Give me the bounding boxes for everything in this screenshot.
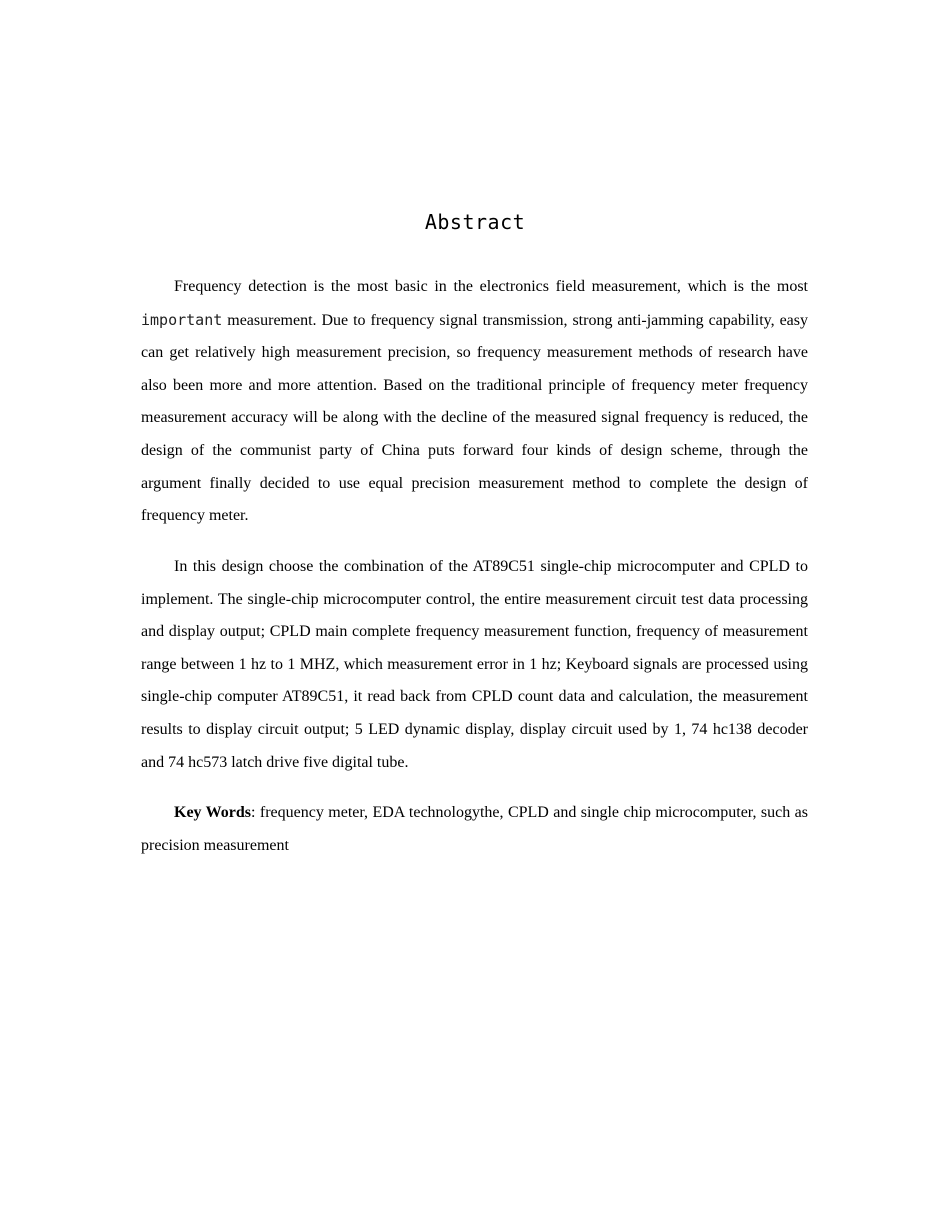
abstract-paragraph-1	[141, 271, 808, 533]
paragraph-1-text-end: measurement. Due to frequency signal transmission, strong anti-jamming capability, easy can get relatively high measurement precision, so frequency measurement methods of research have also been more and more attention. Based on the traditional principle of frequency meter frequency measurement accuracy will be along with the decline of the measured signal frequency is reduced, the design of the communist party of China puts forward four kinds of design scheme, through the argument finally decided to use equal precision measurement method to complete the design of frequency meter.	[141, 311, 809, 525]
paragraph-1-mono-word: important	[141, 310, 223, 329]
keywords-paragraph	[141, 797, 808, 862]
abstract-paragraph-2: In this design choose the combination of the AT89C51 single-chip microcomputer and CPLD to implement. The single-chip microcomputer control, the entire measurement circuit test data processing and display output; CPLD main complete frequency measurement function, frequency of measurement range between 1 hz to 1 MHZ, which measurement error in 1 hz; Keyboard signals are processed using single-chip computer AT89C51, it read back from CPLD count data and calculation, the measurement results to display circuit output; 5 LED dynamic display, display circuit used by 1, 74 hc138 decoder and 74 hc573 latch drive five digital tube.	[141, 558, 808, 771]
abstract-title: Abstract	[424, 210, 526, 234]
keywords-text: : frequency meter, EDA technologythe, CPLD and single chip microcomputer, such as precision measurement	[141, 804, 808, 854]
keywords-label: Key Words	[174, 804, 252, 821]
paragraph-1-text-start: Frequency detection is the most basic in the electronics field measurement, which is the most	[174, 278, 808, 295]
